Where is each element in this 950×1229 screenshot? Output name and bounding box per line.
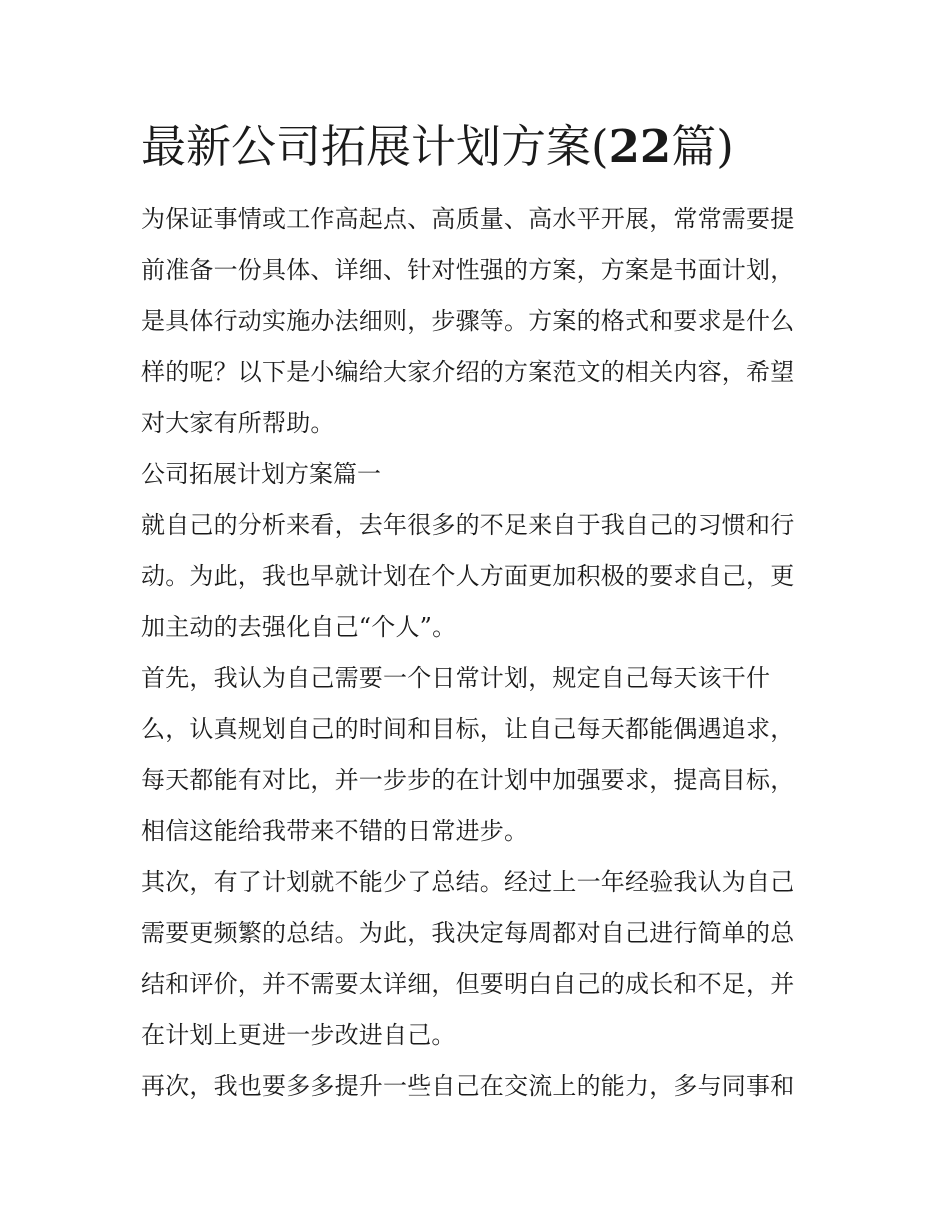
- text-line: 为保证事情或工作高起点、高质量、高水平开展，常常需要提: [141, 205, 795, 233]
- text-line: 需要更频繁的总结。为此，我决定每周都对自己进行简单的总: [141, 919, 795, 947]
- paragraph-third: [141, 1061, 813, 1112]
- text-line: 在计划上更进一步改进自己。: [141, 1021, 456, 1049]
- text-line: 相信这能给我带来不错的日常进步。: [141, 817, 529, 845]
- document-body: [141, 194, 813, 1112]
- text-line: 再次，我也要多多提升一些自己在交流上的能力，多与同事和: [141, 1072, 795, 1100]
- section-heading: [141, 449, 813, 500]
- text-line: 么，认真规划自己的时间和目标，让自己每天都能偶遇追求，: [141, 715, 795, 743]
- document-title: 最新公司拓展计划方案(22篇): [141, 120, 734, 173]
- text-line: 前准备一份具体、详细、针对性强的方案，方案是书面计划，: [141, 256, 795, 284]
- text-line: 样的呢？以下是小编给大家介绍的方案范文的相关内容，希望: [141, 358, 795, 386]
- text-line: 动。为此，我也早就计划在个人方面更加积极的要求自己，更: [141, 562, 795, 590]
- paragraph-second: [141, 857, 813, 1061]
- text-line: 公司拓展计划方案篇一: [141, 460, 381, 488]
- text-line: 就自己的分析来看，去年很多的不足来自于我自己的习惯和行: [141, 511, 795, 539]
- paragraph-analysis: [141, 500, 813, 653]
- text-line: 对大家有所帮助。: [141, 409, 335, 437]
- paragraph-intro: [141, 194, 813, 449]
- text-line: 结和评价，并不需要太详细，但要明白自己的成长和不足，并: [141, 970, 795, 998]
- text-line: 首先，我认为自己需要一个日常计划，规定自己每天该干什: [141, 664, 771, 692]
- text-line: 是具体行动实施办法细则，步骤等。方案的格式和要求是什么: [141, 307, 795, 335]
- text-line: 加主动的去强化自己“个人”。: [141, 613, 457, 641]
- text-line: 其次，有了计划就不能少了总结。经过上一年经验我认为自己: [141, 868, 795, 896]
- text-line: 每天都能有对比，并一步步的在计划中加强要求，提高目标，: [141, 766, 795, 794]
- document-page: [141, 112, 813, 1112]
- paragraph-first: [141, 653, 813, 857]
